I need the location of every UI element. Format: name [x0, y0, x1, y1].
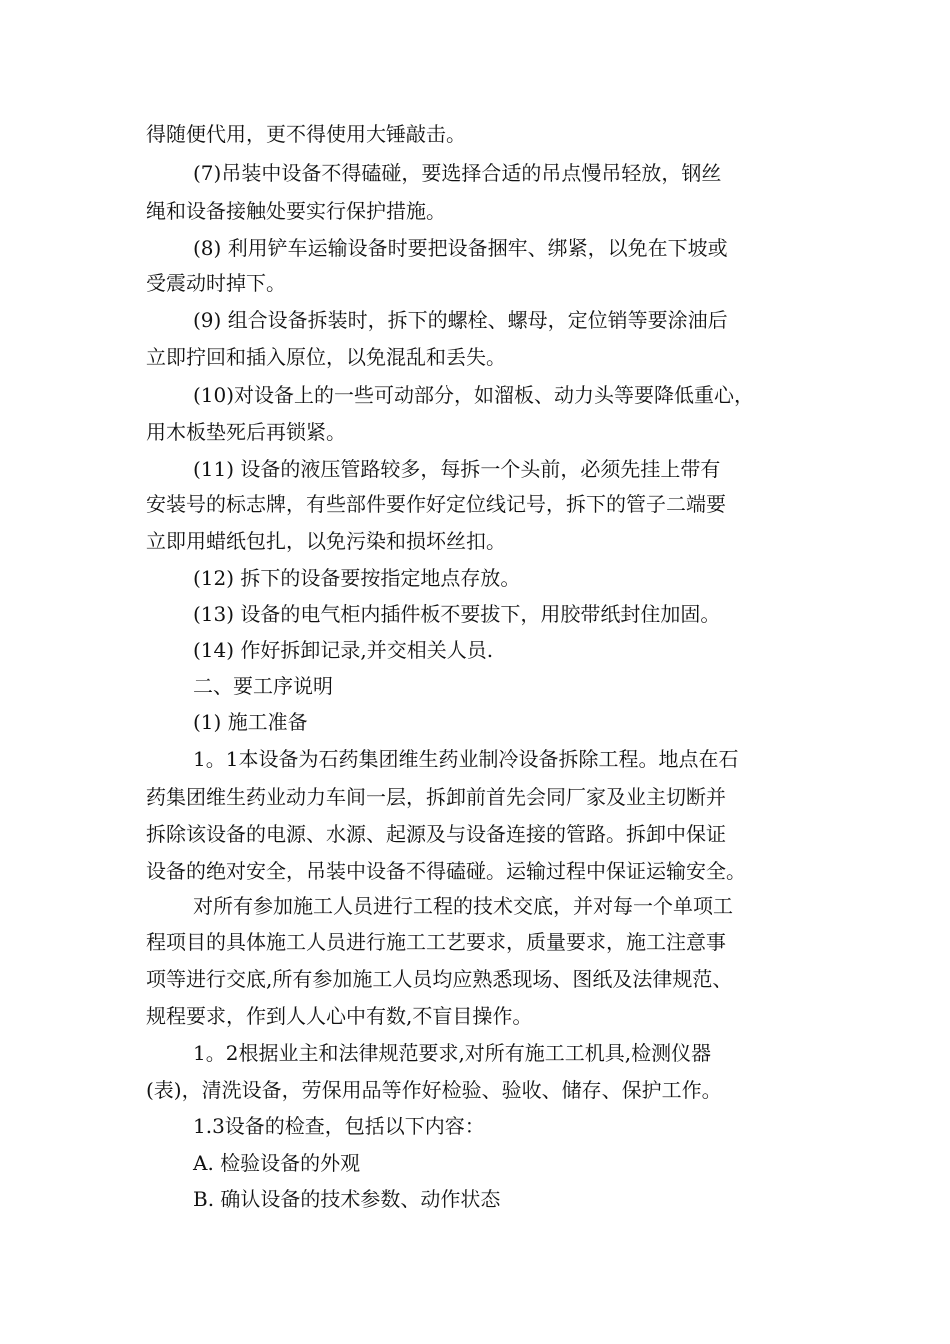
text-line-2: (7)吊装中设备不得磕碰，要选择合适的吊点慢吊轻放，钢丝 [193, 161, 722, 185]
text-line-21: 设备的绝对安全，吊装中设备不得磕碰。运输过程中保证运输安全。 [146, 859, 746, 883]
text-line-6: (9) 组合设备拆装时，拆下的螺栓、螺母，定位销等要涂油后 [193, 308, 728, 332]
text-line-27: (表)，清洗设备，劳保用品等作好检验、验收、储存、保护工作。 [146, 1078, 722, 1102]
text-line-1: 得随便代用，更不得使用大锤敲击。 [146, 122, 466, 146]
text-line-13: (12) 拆下的设备要按指定地点存放。 [193, 566, 521, 590]
text-line-22: 对所有参加施工人员进行工程的技术交底，并对每一个单项工 [193, 894, 733, 918]
text-line-17: (1) 施工准备 [193, 710, 308, 734]
text-line-24: 项等进行交底,所有参加施工人员均应熟悉现场、图纸及法律规范、 [146, 967, 733, 991]
text-line-3: 绳和设备接触处要实行保护措施。 [146, 199, 446, 223]
text-line-26: 1。2根据业主和法律规范要求,对所有施工工机具,检测仪器 [193, 1041, 712, 1065]
text-line-4: (8) 利用铲车运输设备时要把设备捆牢、绑紧，以免在下坡或 [193, 236, 728, 260]
text-line-16: 二、要工序说明 [193, 674, 333, 698]
text-line-19: 药集团维生药业动力车间一层，拆卸前首先会同厂家及业主切断并 [146, 785, 726, 809]
text-line-29: A. 检验设备的外观 [193, 1151, 361, 1175]
text-line-14: (13) 设备的电气柜内插件板不要拔下，用胶带纸封住加固。 [193, 602, 721, 626]
text-line-7: 立即拧回和插入原位，以免混乱和丢失。 [146, 345, 506, 369]
text-line-25: 规程要求，作到人人心中有数,不盲目操作。 [146, 1004, 533, 1028]
text-line-28: 1.3设备的检查，包括以下内容： [193, 1114, 485, 1138]
text-line-5: 受震动时掉下。 [146, 271, 286, 295]
text-line-12: 立即用蜡纸包扎，以免污染和损坏丝扣。 [146, 529, 506, 553]
text-line-15: (14) 作好拆卸记录,并交相关人员. [193, 638, 494, 662]
text-line-10: (11) 设备的液压管路较多，每拆一个头前，必须先挂上带有 [193, 457, 721, 481]
text-line-11: 安装号的标志牌，有些部件要作好定位线记号，拆下的管子二端要 [146, 492, 726, 516]
text-line-8: (10)对设备上的一些可动部分，如溜板、动力头等要降低重心， [193, 383, 755, 407]
text-line-18: 1。1本设备为石药集团维生药业制冷设备拆除工程。地点在石 [193, 747, 739, 771]
text-line-30: B. 确认设备的技术参数、动作状态 [193, 1187, 501, 1211]
text-line-20: 拆除该设备的电源、水源、起源及与设备连接的管路。拆卸中保证 [146, 822, 726, 846]
text-line-9: 用木板垫死后再锁紧。 [146, 420, 346, 444]
text-line-23: 程项目的具体施工人员进行施工工艺要求，质量要求，施工注意事 [146, 930, 726, 954]
